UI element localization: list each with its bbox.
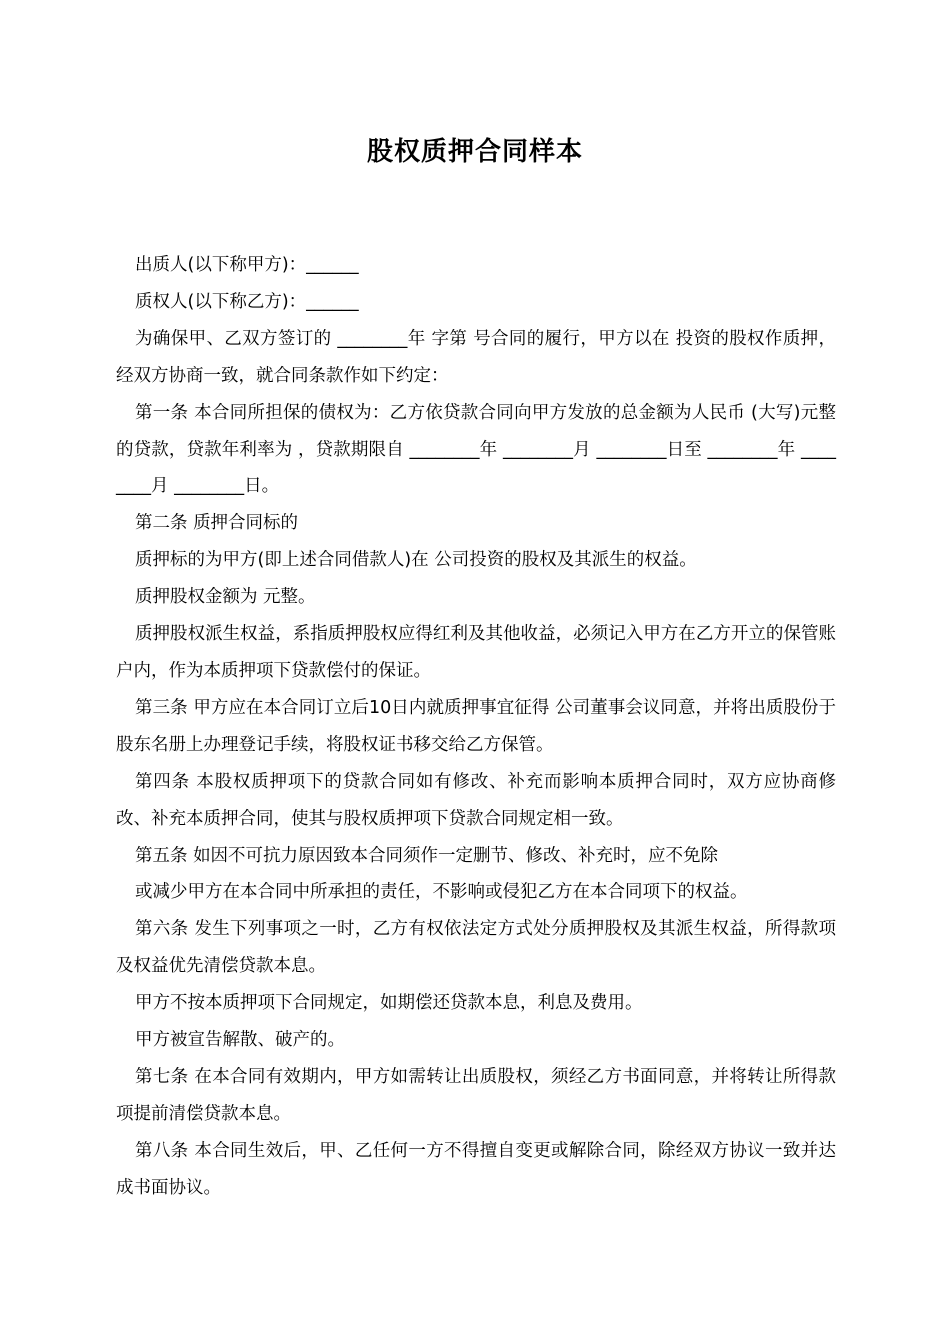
article-8-paragraph: 第八条 本合同生效后，甲、乙任何一方不得擅自变更或解除合同，除经双方协议一致并达成书面协议。 xyxy=(116,1140,836,1198)
article-4-paragraph: 第四条 本股权质押项下的贷款合同如有修改、补充而影响本质押合同时，双方应协商修改、补充本质押合同，使其与股权质押项下贷款合同规定相一致。 xyxy=(116,771,836,829)
document-title: 股权质押合同样本 xyxy=(366,137,583,167)
article-2-amount-paragraph: 质押股权金额为 元整。 xyxy=(135,587,316,608)
article-2-derived-rights-paragraph: 质押股权派生权益，系指质押股权应得红利及其他收益，必须记入甲方在乙方开立的保管账户内，作为本质押项下贷款偿付的保证。 xyxy=(116,624,836,681)
preamble-paragraph: 为确保甲、乙双方签订的 ________年 字第 号合同的履行，甲方以在 投资的股权作质押，经双方协商一致，就合同条款作如下约定： xyxy=(116,328,836,386)
article-6-item-1-paragraph: 甲方不按本质押项下合同规定，如期偿还贷款本息，利息及费用。 xyxy=(135,993,643,1014)
article-1-paragraph: 第一条 本合同所担保的债权为：乙方依贷款合同向甲方发放的总金额为人民币 (大写)元整的贷款，贷款年利率为 ，贷款期限自 ________年 ________月 ________日至 ________年 ________月 ________日。 xyxy=(116,402,836,497)
article-6-paragraph: 第六条 发生下列事项之一时，乙方有权依法定方式处分质押股权及其派生权益，所得款项及权益优先清偿贷款本息。 xyxy=(116,919,836,977)
article-3-paragraph: 第三条 甲方应在本合同订立后10日内就质押事宜征得 公司董事会议同意，并将出质股份于股东名册上办理登记手续，将股权证书移交给乙方保管。 xyxy=(116,697,836,755)
article-2-subject-paragraph: 质押标的为甲方(即上述合同借款人)在 公司投资的股权及其派生的权益。 xyxy=(135,550,697,571)
article-2-heading: 第二条 质押合同标的 xyxy=(135,513,299,534)
article-5-paragraph: 第五条 如因不可抗力原因致本合同须作一定删节、修改、补充时，应不免除 xyxy=(135,845,719,866)
article-5-continuation-paragraph: 或减少甲方在本合同中所承担的责任，不影响或侵犯乙方在本合同项下的权益。 xyxy=(135,882,748,903)
document-body xyxy=(116,247,836,1207)
article-7-paragraph: 第七条 在本合同有效期内，甲方如需转让出质股权，须经乙方书面同意，并将转让所得款项提前清偿贷款本息。 xyxy=(116,1066,836,1124)
article-6-item-2-paragraph: 甲方被宣告解散、破产的。 xyxy=(135,1030,345,1051)
pledgor-line: 出质人(以下称甲方)：______ xyxy=(135,255,359,275)
pledgee-line: 质权人(以下称乙方)：______ xyxy=(135,291,359,312)
